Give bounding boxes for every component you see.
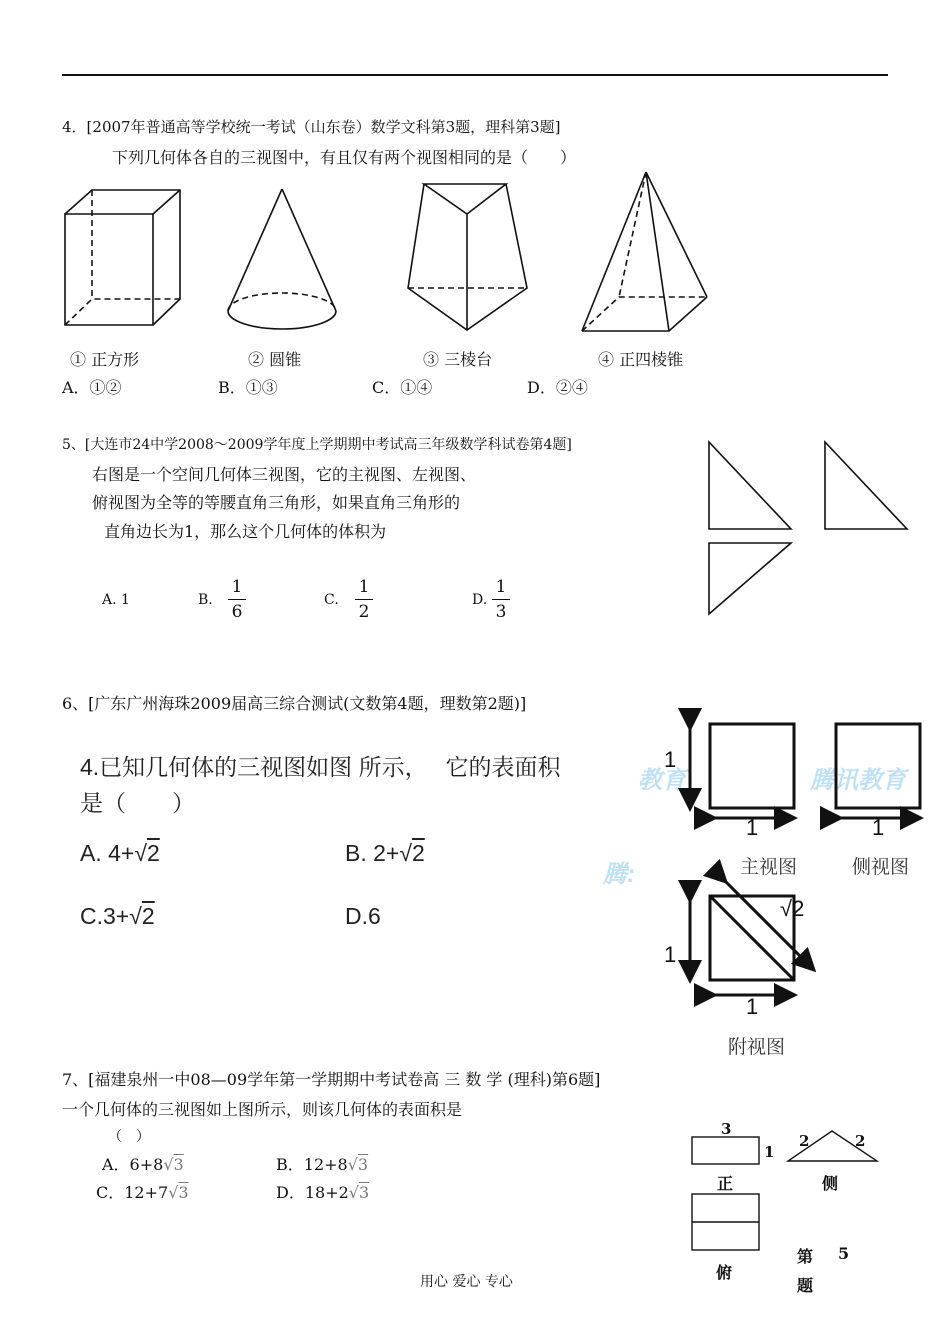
radical-sign: √ (163, 1155, 174, 1174)
q7-front-rect (692, 1137, 759, 1164)
q5-line3: 直角边长为1，那么这个几何体的体积为 (104, 522, 387, 541)
watermark-3: 腾: (603, 861, 635, 888)
sqrt-arg: 2 (141, 903, 155, 929)
q4-choice-b: B．①③ (218, 378, 278, 397)
q7-top-label: 俯 (716, 1263, 733, 1282)
q7-header: 7、[福建泉州一中08—09学年第一学期期中考试卷高 三 数 学 (理科)第6题] (62, 1070, 601, 1089)
q7-dim-1: 1 (764, 1143, 775, 1161)
q4-choice-c: C．①④ (372, 378, 433, 397)
watermark-1: 教育 (638, 767, 686, 794)
q7-choice-d-text: D．18+2 (276, 1183, 349, 1202)
radical-sign: √ (348, 1183, 359, 1202)
frac-num: 1 (495, 577, 507, 597)
sqrt-arg: 2 (411, 840, 425, 866)
q5-choice-d: D. (472, 592, 488, 608)
q6-dim-front-h: 1 (664, 747, 677, 772)
frac-den: 3 (495, 602, 507, 622)
q6-dim-side-w: 1 (872, 815, 885, 840)
q7-stem: 一个几何体的三视图如上图所示，则该几何体的表面积是 (62, 1100, 463, 1119)
frac-num: 1 (358, 577, 370, 597)
q7-dim-3: 3 (721, 1120, 732, 1138)
q7-caption-five: 5 (838, 1244, 850, 1263)
watermark-2: 腾讯教育 (810, 767, 906, 794)
q6-choice-d: D.6 (345, 903, 381, 929)
q4-header: 4．[2007年普通高等学校统一考试（山东卷）数学文科第3题，理科第3题] (62, 118, 561, 136)
q7-paren: （ ） (108, 1129, 150, 1145)
q7-choice-a-text: A．6+8 (102, 1155, 164, 1174)
q6-stem-line1: 4.已知几何体的三视图如图 所示， 它的表面积 (80, 754, 561, 780)
page-footer: 用心 爱心 专心 (420, 1274, 513, 1290)
q5-choice-c: C. (324, 592, 339, 608)
radicand: 3 (358, 1183, 370, 1202)
q6-top-label: 附视图 (728, 1037, 786, 1058)
frac-den: 2 (358, 602, 370, 622)
q4-label-3: ③ 三棱台 (423, 350, 493, 369)
radicand: 3 (173, 1155, 184, 1174)
q6-dim-front-w: 1 (746, 815, 759, 840)
q6-dim-top-w: 1 (746, 994, 759, 1019)
q6-header: 6、[广东广州海珠2009届高三综合测试(文数第4题，理数第2题)] (62, 694, 527, 713)
sqrt-sign: √ (399, 840, 412, 866)
q7-choice-c-text: C．12+7 (96, 1183, 169, 1202)
q4-choice-d: D．②④ (527, 378, 588, 397)
q6-stem-line2: 是（ ） (80, 790, 195, 816)
q4-choice-a: A．①② (62, 378, 122, 397)
sqrt-sign: √ (134, 840, 147, 866)
q5-choice-b: B. (198, 592, 213, 608)
q4-label-1: ① 正方形 (70, 350, 140, 369)
frac-num: 1 (231, 577, 243, 597)
q5-line2: 俯视图为全等的等腰直角三角形，如果直角三角形的 (92, 493, 461, 512)
radical-sign: √ (168, 1183, 179, 1202)
q5-header: 5、[大连市24中学2008～2009学年度上学期期中考试高三年级数学科试卷第4题] (62, 437, 572, 453)
q7-caption-di: 第 (797, 1247, 814, 1266)
frac-den: 6 (231, 602, 243, 622)
q6-front-label: 主视图 (740, 857, 798, 878)
q7-dim-2-left: 2 (799, 1132, 810, 1150)
q6-choice-a-text: A. 4+ (80, 840, 135, 866)
q7-side-label: 侧 (822, 1174, 839, 1193)
q7-choice-b-text: B．12+8 (276, 1155, 348, 1174)
q7-front-label: 正 (717, 1174, 734, 1193)
sqrt-sign: √ (129, 903, 142, 929)
q5-line1: 右图是一个空间几何体三视图，它的主视图、左视图、 (92, 465, 477, 484)
radicand: 3 (357, 1155, 369, 1174)
q6-side-label: 侧视图 (852, 857, 910, 878)
q6-choice-c-text: C.3+ (80, 903, 130, 929)
q6-dim-sqrt2: √2 (780, 896, 805, 921)
q4-label-4: ④ 正四棱锥 (598, 350, 684, 369)
q7-dim-2-right: 2 (855, 1132, 866, 1150)
q7-caption-ti: 题 (797, 1276, 814, 1295)
q4-stem: 下列几何体各自的三视图中，有且仅有两个视图相同的是（ ） (112, 148, 577, 167)
q5-choice-a: A. 1 (102, 592, 130, 608)
q6-dim-top-h: 1 (664, 942, 677, 967)
q6-choice-b-text: B. 2+ (345, 840, 400, 866)
sqrt-arg: 2 (146, 840, 160, 866)
q4-label-2: ② 圆锥 (248, 350, 302, 369)
radicand: 3 (178, 1183, 189, 1202)
radical-sign: √ (347, 1155, 358, 1174)
